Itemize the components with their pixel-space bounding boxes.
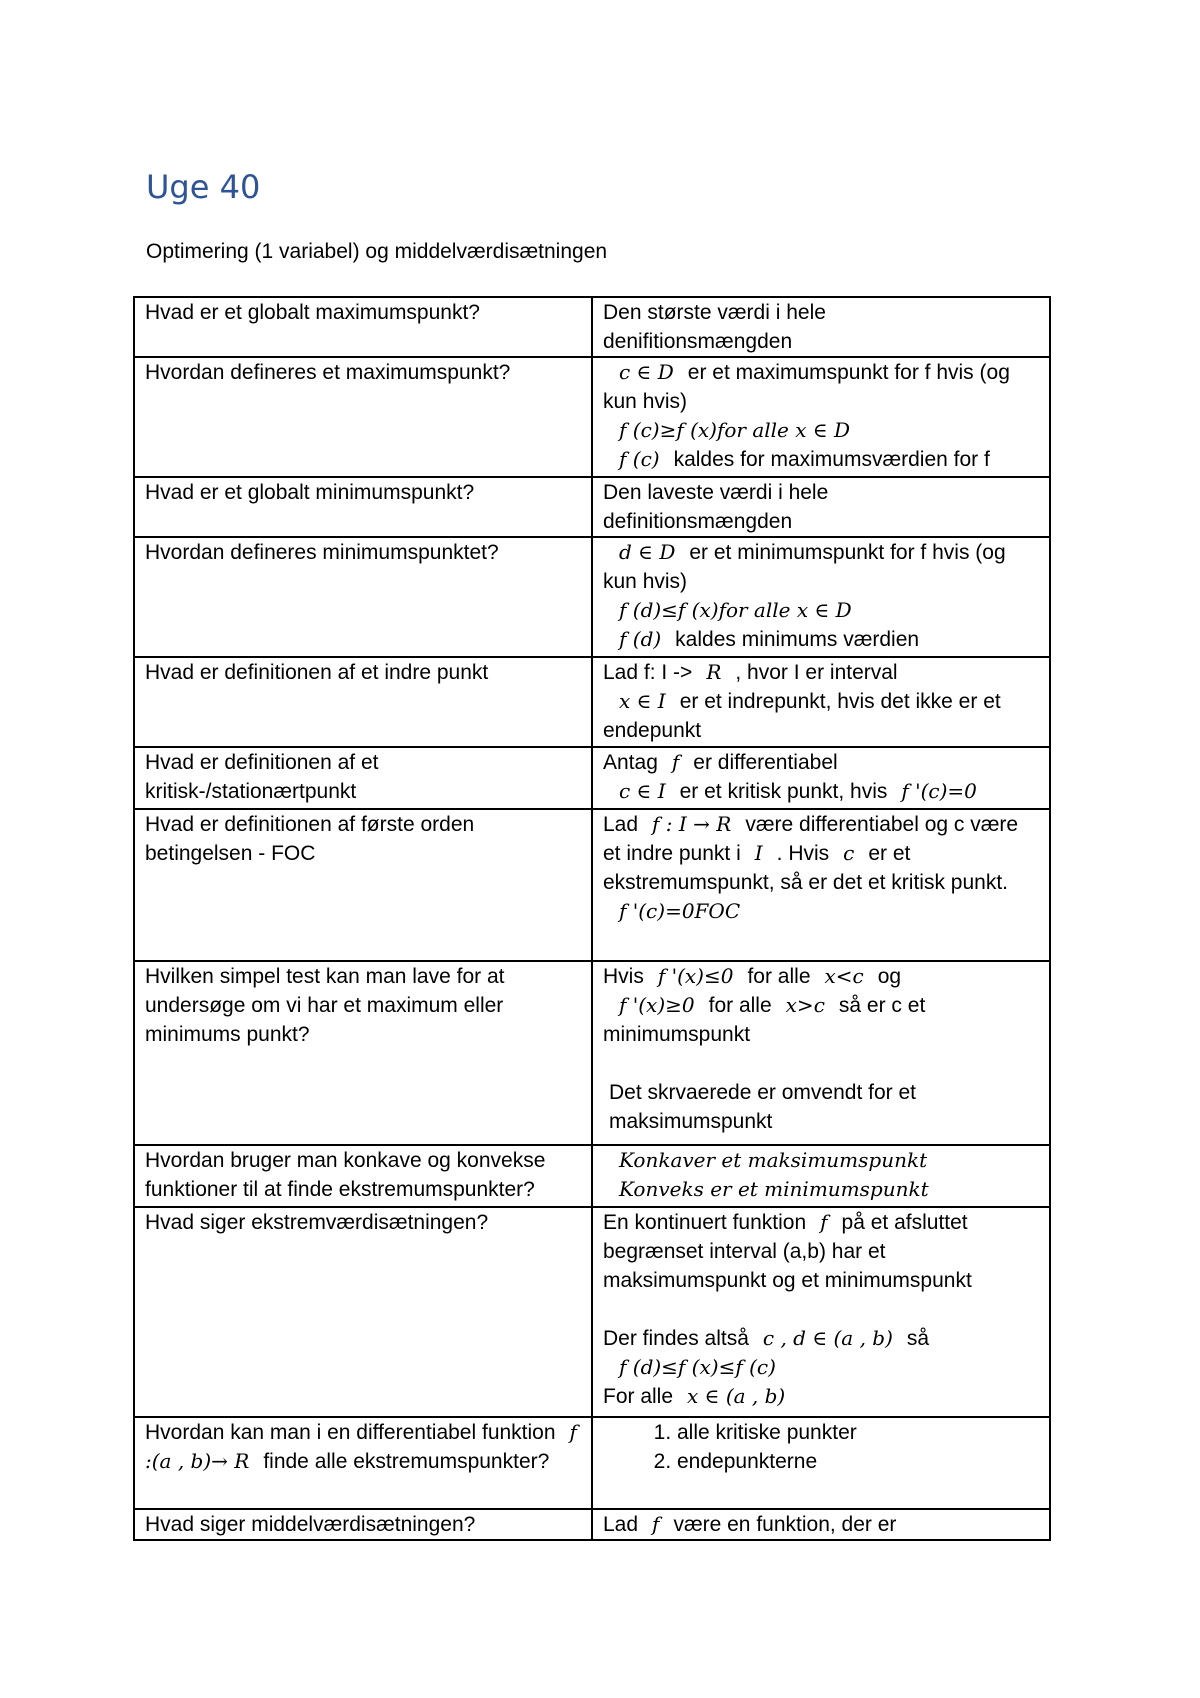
math-expression: f : I → R xyxy=(652,812,732,836)
qa-table xyxy=(133,296,1051,1541)
table-row xyxy=(134,1417,1050,1509)
table-row xyxy=(134,961,1050,1145)
math-expression: f xyxy=(671,750,680,774)
math-expression: f (d) xyxy=(619,627,662,651)
question-cell: Hvordan kan man i en differentiabel funktion f :(a , b)→ R finde alle ekstremumspunkter? xyxy=(134,1417,592,1509)
math-expression: Konveks er et minimumspunkt xyxy=(619,1177,929,1201)
math-expression: c ∈ I xyxy=(619,779,666,803)
question-cell: Hvad siger ekstremværdisætningen? xyxy=(134,1207,592,1417)
question-cell: Hvad er definitionen af et indre punkt xyxy=(134,657,592,747)
answer-cell xyxy=(592,1145,1050,1207)
math-expression: x>c xyxy=(785,993,825,1017)
math-expression: f xyxy=(652,1512,660,1536)
question-cell: Hvordan bruger man konkave og konvekse funktioner til at finde ekstremumspunkter? xyxy=(134,1145,592,1207)
question-cell: Hvordan defineres minimumspunktet? xyxy=(134,537,592,657)
answer-cell: d ∈ D er et minimumspunkt for f hvis (og kun hvis) f (d)≤f (x)for alle x ∈ D f (d) kaldes minimums værdien xyxy=(592,537,1050,657)
math-expression: I xyxy=(754,841,763,865)
question-cell: Hvad er et globalt maximumspunkt? xyxy=(134,297,592,357)
math-expression: c , d ∈ (a , b) xyxy=(762,1326,893,1350)
math-expression: d ∈ D xyxy=(619,540,676,564)
math-expression: x ∈ (a , b) xyxy=(687,1384,786,1408)
list-item: 1. alle kritiske punkter xyxy=(677,1418,1039,1447)
question-cell: Hvad er definitionen af et kritisk-/stationærtpunkt xyxy=(134,747,592,809)
answer-cell: Den laveste værdi i hele definitionsmængden xyxy=(592,477,1050,537)
answer-cell: Lad f være en funktion, der er xyxy=(592,1509,1050,1540)
math-expression: f '(c)=0 xyxy=(901,779,977,803)
table-row xyxy=(134,537,1050,657)
math-expression: c xyxy=(843,841,855,865)
math-expression: x<c xyxy=(824,964,864,988)
table-row xyxy=(134,809,1050,961)
question-cell: Hvad er et globalt minimumspunkt? xyxy=(134,477,592,537)
table-row xyxy=(134,1207,1050,1417)
math-expression: c ∈ D xyxy=(619,360,674,384)
math-expression: R xyxy=(706,660,722,684)
answer-cell: En kontinuert funktion f på et afsluttet begrænset interval (a,b) har et maksimumspunkt og et minimumspunkt Der findes altså c , d ∈ (a , b) så f (d)≤f (x)≤f (c) For alle x ∈ (a , b) xyxy=(592,1207,1050,1417)
math-expression: Konkaver et maksimumspunkt xyxy=(619,1148,928,1172)
answer-cell: Lad f : I → R være differentiabel og c være et indre punkt i I . Hvis c er et ekstremumspunkt, så er det et kritisk punkt. f '(c)=0FOC xyxy=(592,809,1050,961)
math-expression: f '(x)≤0 xyxy=(657,964,734,988)
answer-cell: Lad f: I -> R , hvor I er interval x ∈ I er et indrepunkt, hvis det ikke er et endepunkt xyxy=(592,657,1050,747)
answer-cell: c ∈ D er et maximumspunkt for f hvis (og kun hvis) f (c)≥f (x)for alle x ∈ D f (c) kaldes for maximumsværdien for f xyxy=(592,357,1050,477)
answer-cell: Antag f er differentiabel c ∈ I er et kritisk punkt, hvis f '(c)=0 xyxy=(592,747,1050,809)
question-cell: Hvilken simpel test kan man lave for at undersøge om vi har et maximum eller minimums punkt? xyxy=(134,961,592,1145)
page-heading: Uge 40 xyxy=(146,168,261,206)
steps-list xyxy=(603,1418,1039,1476)
table-row xyxy=(134,747,1050,809)
page-subtitle: Optimering (1 variabel) og middelværdisætningen xyxy=(146,240,608,263)
math-expression: f :(a , b)→ R xyxy=(145,1420,577,1473)
answer-cell: Hvis f '(x)≤0 for alle x<c og f '(x)≥0 for alle x>c så er c et minimumspunkt Det skrvaerede er omvendt for et maksimumspunkt xyxy=(592,961,1050,1145)
answer-cell: Den største værdi i hele denifitionsmængden xyxy=(592,297,1050,357)
question-cell: Hvad siger middelværdisætningen? xyxy=(134,1509,592,1540)
math-expression: f xyxy=(820,1210,828,1234)
table-row xyxy=(134,477,1050,537)
table-row xyxy=(134,657,1050,747)
math-expression: f (d)≤f (x)for alle x ∈ D xyxy=(619,598,852,622)
math-expression: f '(c)=0FOC xyxy=(619,899,741,923)
table-row xyxy=(134,1509,1050,1540)
table-row xyxy=(134,1145,1050,1207)
list-item: 2. endepunkterne xyxy=(677,1447,1039,1476)
question-cell: Hvordan defineres et maximumspunkt? xyxy=(134,357,592,477)
math-expression: f '(x)≥0 xyxy=(619,993,695,1017)
math-expression: f (c) xyxy=(619,447,660,471)
math-expression: x ∈ I xyxy=(619,689,666,713)
answer-cell xyxy=(592,1417,1050,1509)
table-row xyxy=(134,357,1050,477)
table-row xyxy=(134,297,1050,357)
math-expression: f (c)≥f (x)for alle x ∈ D xyxy=(619,418,851,442)
question-cell: Hvad er definitionen af første orden betingelsen - FOC xyxy=(134,809,592,961)
math-expression: f (d)≤f (x)≤f (c) xyxy=(619,1355,776,1379)
